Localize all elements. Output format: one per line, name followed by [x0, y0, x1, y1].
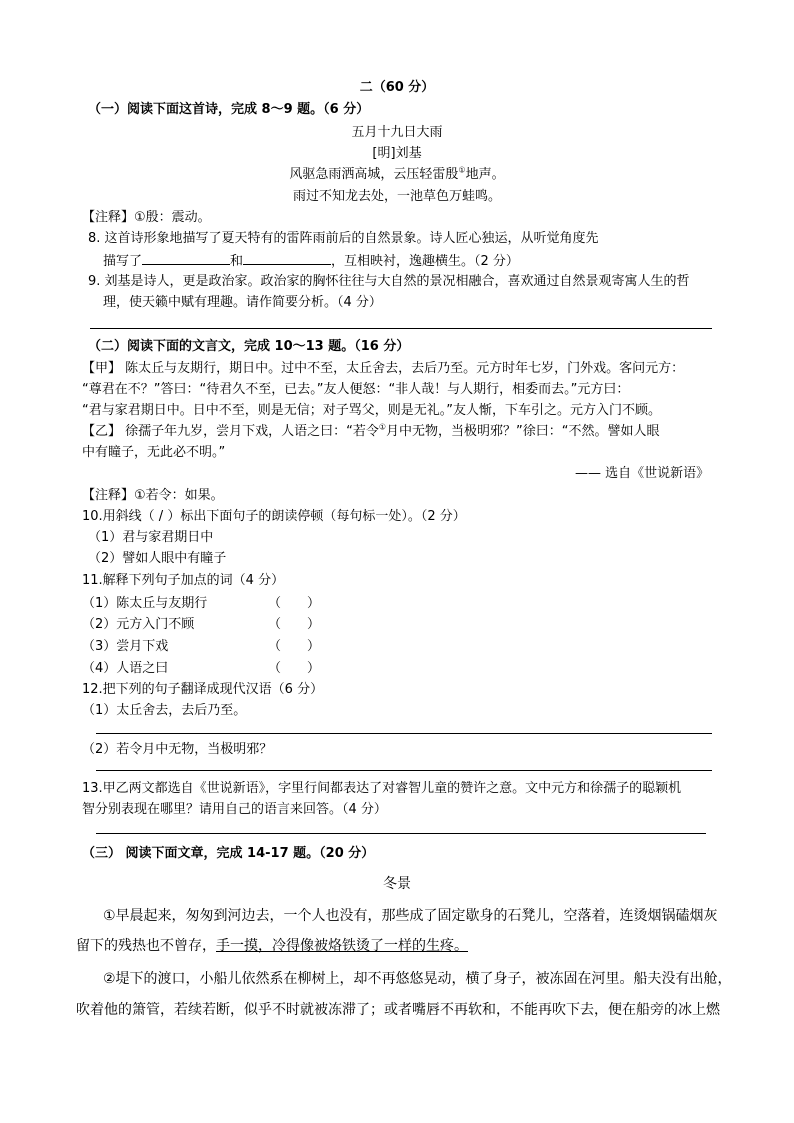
part2-header: （二）阅读下面的文言文，完成 10～13 题。（16 分）	[88, 339, 410, 354]
yi-text-b: 月中无物，当极明邪？”徐曰：“不然。譬如人眼	[386, 424, 660, 439]
answer-paren-3[interactable]: （ ）	[268, 639, 321, 654]
question-10-item-2: （2）譬如人眼中有瞳子	[88, 551, 227, 566]
p1-text: 留下的残热也不曾存，	[76, 938, 216, 954]
question-12-item-2: （2）若令月中无物，当极明邪？	[82, 742, 273, 757]
passage-note: 【注释】①若令：如果。	[82, 488, 224, 503]
answer-paren-1[interactable]: （ ）	[268, 596, 321, 611]
passage-jia-line-3: “君与家君期日中。日中不至，则是无信；对子骂父，则是无礼。”友人惭，下车引之。元方入门不顾。	[82, 403, 661, 418]
answer-line-q12-1[interactable]	[96, 733, 712, 734]
p1-underlined-sentence: 手一摸，冷得像被烙铁烫了一样的生疼。	[216, 938, 468, 954]
question-11: 11.解释下列句子加点的词（4 分）	[82, 573, 285, 588]
question-9-line-1: 9. 刘基是诗人，更是政治家。政治家的胸怀往往与大自然的景况相融合，喜欢通过自然景观寄寓人生的哲	[88, 274, 690, 289]
answer-blank-1[interactable]	[142, 251, 230, 265]
section-title: 二（60 分）	[359, 80, 435, 95]
answer-blank-2[interactable]	[243, 251, 331, 265]
answer-line-q13[interactable]	[96, 833, 706, 834]
answer-paren-2[interactable]: （ ）	[268, 617, 321, 632]
poem-line-1-b: 地声。	[465, 167, 505, 182]
footnote-marker: ①	[378, 422, 387, 432]
question-11-item-1: （1）陈太丘与友期行	[82, 596, 208, 611]
question-13-line-2: 智分别表现在哪里？请用自己的语言来回答。（4 分）	[82, 802, 387, 817]
question-10-item-1: （1）君与家君期日中	[88, 530, 214, 545]
question-11-item-3: （3）尝月下戏	[82, 639, 169, 654]
question-9-line-2: 理，使天籁中赋有理趣。请作简要分析。（4 分）	[103, 295, 382, 310]
question-8-line-2	[103, 251, 519, 271]
answer-line-q9[interactable]	[90, 328, 712, 329]
poem-line-2: 雨过不知龙去处，一池草色万蛙鸣。	[292, 189, 501, 204]
poem-author: [明]刘基	[372, 146, 422, 161]
paragraph-1-line-1: ①早晨起来，匆匆到河边去，一个人也没有，那些成了固定歇身的石凳儿，空落着，连烫烟锅磕烟灰	[103, 908, 718, 924]
passage-yi-line-2: 中有瞳子，无此必不明。”	[82, 445, 226, 460]
answer-line-q12-2[interactable]	[96, 770, 712, 771]
part3-header: （三） 阅读下面文章，完成 14-17 题。（20 分）	[82, 846, 375, 861]
poem-line-1-a: 风驱急雨洒高城，云压轻雷殷	[289, 167, 459, 182]
paragraph-1-line-2	[76, 936, 468, 956]
passage-source: —— 选自《世说新语》	[575, 466, 710, 481]
poem-note: 【注释】①殷：震动。	[82, 210, 211, 225]
q8-text-c: ，互相映衬，逸趣横生。（2 分）	[331, 254, 519, 269]
paragraph-2-line-2: 吹着他的箫管，若续若断，似乎不时就被冻滞了；或者嘴唇不再软和，不能再吹下去，便在船旁的冰上燃	[76, 1002, 720, 1018]
poem-title: 五月十九日大雨	[351, 125, 443, 140]
answer-paren-4[interactable]: （ ）	[268, 661, 321, 676]
question-11-item-4: （4）人语之曰	[82, 661, 169, 676]
footnote-marker: ①	[458, 165, 466, 175]
question-12: 12.把下列的句子翻译成现代汉语（6 分）	[82, 682, 324, 697]
question-13-line-1: 13.甲乙两文都选自《世说新语》，字里行间都表达了对睿智儿童的赞许之意。文中元方和徐孺子的聪颖机	[82, 781, 682, 796]
question-10: 10.用斜线（ / ）标出下面句子的朗读停顿（每句标一处）。（2 分）	[82, 509, 466, 524]
question-8-line-1: 8. 这首诗形象地描写了夏天特有的雷阵雨前后的自然景象。诗人匠心独运，从听觉角度先	[88, 231, 599, 246]
passage-jia-line-1: 【甲】 陈太丘与友期行，期日中。过中不至，太丘舍去，去后乃至。元方时年七岁，门外戏。客问元方：	[82, 361, 685, 376]
passage-yi-line-1	[82, 423, 660, 441]
q8-text-b: 和	[230, 254, 244, 269]
poem-line-1	[0, 166, 794, 184]
q8-text-a: 描写了	[103, 254, 143, 269]
passage-jia-line-2: “尊君在不？”答曰：“待君久不至，已去。”友人便怒：“非人哉！与人期行，相委而去。”元方曰：	[82, 382, 630, 397]
question-11-item-2: （2）元方入门不顾	[82, 617, 195, 632]
part1-header: （一）阅读下面这首诗，完成 8～9 题。（6 分）	[88, 102, 370, 117]
article-title: 冬景	[383, 876, 411, 892]
question-12-item-1: （1）太丘舍去，去后乃至。	[82, 703, 247, 718]
yi-text-a: 【乙】 徐孺子年九岁，尝月下戏，人语之曰：“若令	[82, 424, 379, 439]
paragraph-2-line-1: ②堤下的渡口，小船儿依然系在柳树上，却不再悠悠晃动，横了身子，被冻固在河里。船夫没有出舱，	[103, 971, 732, 987]
